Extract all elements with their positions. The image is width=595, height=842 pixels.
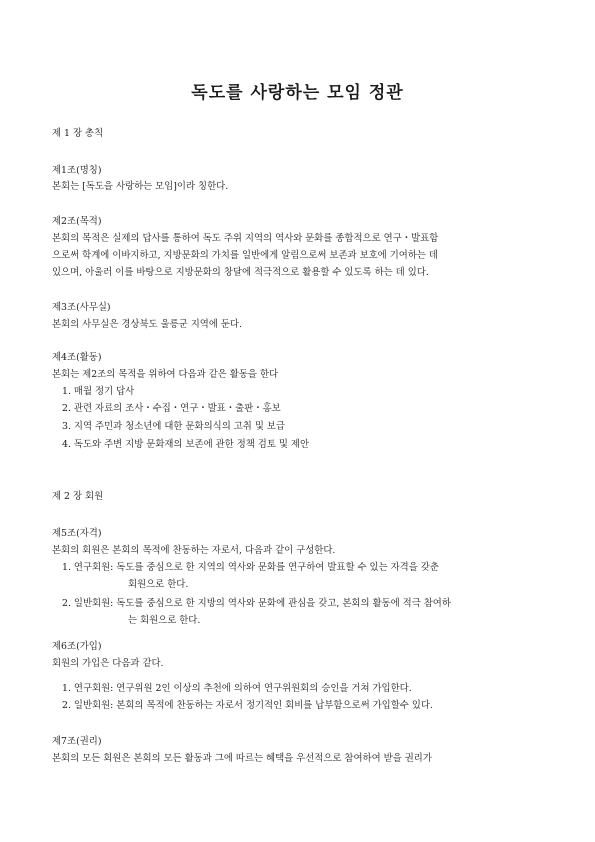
list-item: 2. 일반회원: 본회의 목적에 찬동하는 자로서 정기적인 회비를 납부함으로써 가입할수 있다. (62, 700, 433, 711)
list-item-continuation: 는 회원으로 한다. (128, 615, 201, 626)
list-item-continuation: 회원으로 한다. (128, 579, 189, 590)
article-4-body: 본회는 제2조의 목적을 위하여 다음과 같은 활동을 한다 (52, 369, 279, 380)
article-5-body: 본회의 회원은 본회의 목적에 찬동하는 자로서, 다음과 같이 구성한다. (52, 545, 336, 556)
list-item: 2. 관련 자료의 조사・수집・연구・발표・출판・홍보 (62, 403, 281, 414)
article-2-line: 본회의 목적은 실제의 답사를 통하여 독도 주위 지역의 역사와 문화를 종합적으로 연구・발표함 (52, 233, 439, 244)
article-7-heading: 제7조(권리) (52, 736, 102, 747)
article-5-heading: 제5조(자격) (52, 528, 102, 539)
chapter-1-heading: 제 1 장 총칙 (52, 128, 104, 139)
article-3-body: 본회의 사무실은 경상북도 울릉군 지역에 둔다. (52, 319, 242, 330)
article-6-body: 회원의 가입은 다음과 같다. (52, 658, 164, 669)
article-2-line: 있으며, 아울러 이를 바탕으로 지방문화의 창달에 적극적으로 활용할 수 있도록 하는 데 있다. (52, 267, 429, 278)
list-item: 1. 연구회원: 연구위원 2인 이상의 추천에 의하여 연구위원회의 승인을 거쳐 가입한다. (62, 683, 412, 694)
chapter-2-heading: 제 2 장 회원 (52, 491, 104, 502)
article-2-line: 으로써 학계에 이바지하고, 지방문화의 가치를 일반에게 알림으로써 보존과 보호에 기여하는 데 (52, 250, 438, 261)
document-title: 독도를 사랑하는 모임 정관 (191, 83, 404, 103)
article-7-body: 본회의 모든 회원은 본회의 모든 활동과 그에 따르는 혜택을 우선적으로 참여하여 받을 권리가 (52, 753, 432, 764)
article-1-body: 본회는 [독도을 사랑하는 모임]이라 칭한다. (52, 181, 229, 192)
article-4-heading: 제4조(활동) (52, 352, 102, 363)
list-item: 3. 지역 주민과 청소년에 대한 문화의식의 고취 및 보급 (62, 421, 285, 432)
list-item: 1. 매월 정기 답사 (62, 386, 135, 397)
list-item: 4. 독도와 주변 지방 문화재의 보존에 관한 정책 검토 및 제안 (62, 439, 310, 450)
list-item: 1. 연구회원: 독도를 중심으로 한 지역의 역사와 문화를 연구하여 발표할 수 있는 자격을 갖춘 (62, 562, 439, 573)
article-1-heading: 제1조(명칭) (52, 165, 102, 176)
list-item: 2. 일반회원: 독도를 중심으로 한 지방의 역사와 문화에 관심을 갖고, 본회의 활동에 적극 참여하 (62, 598, 451, 609)
article-3-heading: 제3조(사무실) (52, 302, 111, 313)
article-6-heading: 제6조(가입) (52, 641, 102, 652)
article-2-heading: 제2조(목적) (52, 216, 102, 227)
